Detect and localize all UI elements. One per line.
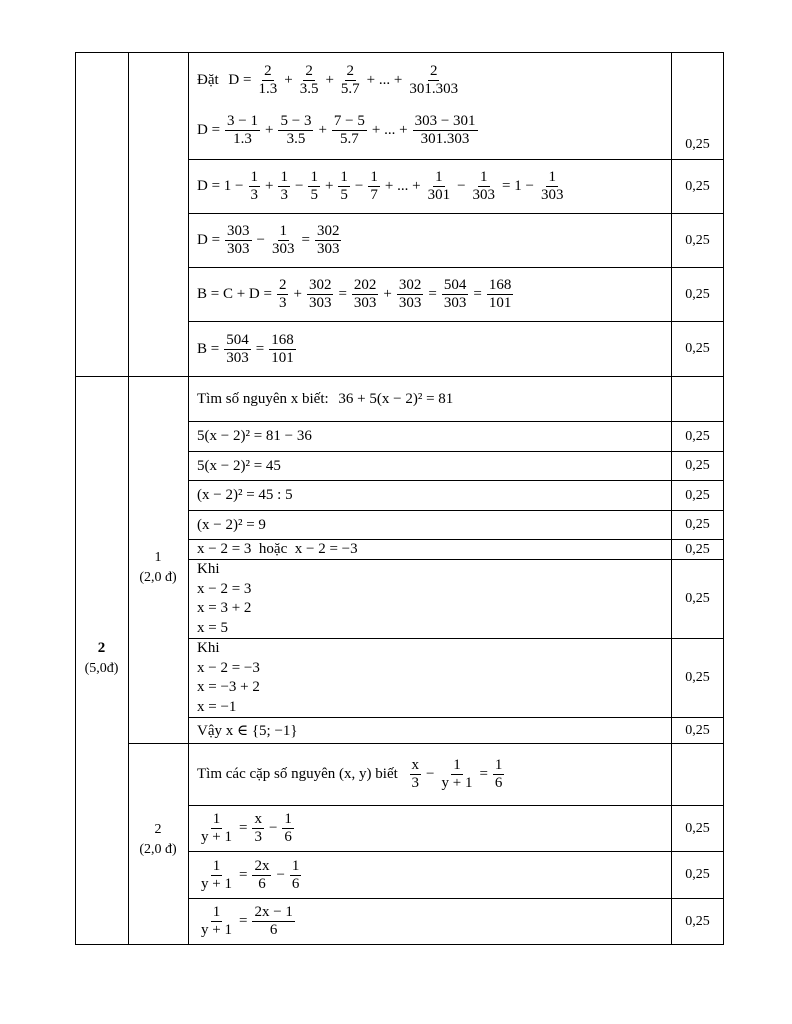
part1-case-2: Khi x − 2 = −3 x = −3 + 2 x = −1 [197,640,260,715]
part-number: 2 [154,822,162,837]
score-cell: 0,25 [685,178,710,194]
row-line [188,510,724,511]
row-line [188,559,724,560]
table-border-bottom [75,944,724,945]
part2-step: $\frac{1}{y + 1}$ = $\frac{2x - 1}{6}$ [201,904,293,938]
table-border-left [75,52,76,945]
fraction: $\frac{1}{y + 1}$ [441,757,473,791]
fraction: $\frac{2x}{6}$ [254,857,270,892]
score-cell: 0,25 [685,137,710,152]
fraction: $\frac{3 - 1}{1.3}$ [227,112,259,147]
fraction: $\frac{1}{303}$ [272,223,295,257]
fraction: $\frac{1}{5}$ [340,169,348,203]
row-b-sum: B = C + D = $\frac{2}{3}$ + $\frac{302}{303}$ = $\frac{202}{303}$ + $\frac{302}{303}$ = $\frac{504}{303}$ = $\frac{168}{101}$ [197,277,512,311]
fraction: $\frac{168}{101}$ [271,331,294,366]
question-points: (5,0đ) [84,661,119,676]
row-d-telescoping: D = 1 − $\frac{1}{3}$ + $\frac{1}{3}$ − $\frac{1}{5}$ + $\frac{1}{5}$ − $\frac{1}{7}$ + ... + $\frac{1}{301}$ − $\frac{1}{303}$ = 1 − $\frac{1}{303}$ [197,169,564,203]
question-label [75,638,128,679]
score-cell: 0,25 [685,591,710,606]
fraction: $\frac{x}{3}$ [254,811,262,845]
fraction: $\frac{2x - 1}{6}$ [254,904,293,938]
row-d-rewrite: D = $\frac{3 - 1}{1.3}$ + $\frac{5 - 3}{3.5}$ + $\frac{7 - 5}{5.7}$ + ... + $\frac{303 - 301}{301.303}$ [197,112,476,147]
fraction: $\frac{1}{6}$ [291,857,300,892]
part1-conclusion: Vậy x ∈ {5; −1} [197,723,298,739]
fraction: $\frac{1}{301}$ [427,169,451,203]
score-cell: 0,25 [685,286,710,302]
part-2-label [128,820,188,860]
part1-step: 5(x − 2)² = 81 − 36 [197,428,312,444]
fraction: $\frac{302}{303}$ [398,277,422,311]
lead: D = [228,71,252,88]
fraction: $\frac{504}{303}$ [443,277,467,311]
score-cell: 0,25 [685,820,710,836]
score-cell: 0,25 [685,232,710,248]
fraction: $\frac{168}{101}$ [488,277,512,311]
part1-case-1: Khi x − 2 = 3 x = 3 + 2 x = 5 [197,561,252,636]
row-d-definition: Đặt D = $\frac{2}{1.3}$ + $\frac{2}{3.5}$ + $\frac{2}{5.7}$ + ... + $\frac{2}{301.303}$ [197,62,459,97]
part2-step: $\frac{1}{y + 1}$ = $\frac{2x}{6}$ − $\frac{1}{6}$ [201,857,300,892]
part-1-label [128,548,188,588]
part-points: (2,0 đ) [139,570,177,585]
fraction: $\frac{1}{y + 1}$ [201,857,232,892]
fraction: $\frac{1}{303}$ [540,169,564,203]
fraction: $\frac{504}{303}$ [226,331,249,366]
part1-step: (x − 2)² = 9 [197,516,266,533]
part1-step: x − 2 = 3 hoặc x − 2 = −3 [197,541,358,557]
prefix-text: Đặt [197,71,219,88]
fraction: $\frac{7 - 5}{5.7}$ [333,112,365,147]
fraction: $\frac{2}{5.7}$ [340,62,360,97]
score-cell: 0,25 [685,487,710,503]
score-cell: 0,25 [685,867,710,882]
task-text: Tìm số nguyên x biết: [197,390,329,407]
fraction: $\frac{1}{6}$ [284,811,292,845]
fraction: $\frac{1}{5}$ [310,169,318,203]
column-divider-2 [188,52,189,945]
row-line [188,638,724,639]
score-cell: 0,25 [685,913,710,929]
table-border-top [75,52,724,53]
part-number: 1 [154,550,162,565]
table-border-right [723,52,724,945]
fraction: $\frac{303}{303}$ [227,223,250,257]
fraction: $\frac{2}{3.5}$ [299,62,319,97]
part1-step: (x − 2)² = 45 : 5 [197,487,293,503]
fraction: $\frac{1}{3}$ [250,169,259,203]
fraction: $\frac{1}{7}$ [370,169,378,203]
part-points: (2,0 đ) [139,842,177,857]
fraction: $\frac{1}{303}$ [472,169,496,203]
question-number: 2 [97,640,106,656]
score-cell: 0,25 [685,670,710,685]
task-text: Tìm các cặp số nguyên (x, y) biết [197,766,398,782]
fraction: $\frac{x}{3}$ [411,757,420,791]
score-cell: 0,25 [685,428,710,444]
part2-task: Tìm các cặp số nguyên (x, y) biết $\frac{x}{3}$ − $\frac{1}{y + 1}$ = $\frac{1}{6}$ [197,757,503,791]
fraction: $\frac{1}{6}$ [494,757,503,791]
part2-step: $\frac{1}{y + 1}$ = $\frac{x}{3}$ − $\frac{1}{6}$ [201,811,292,845]
row-d-simplified: D = $\frac{303}{303}$ − $\frac{1}{303}$ = $\frac{302}{303}$ [197,223,340,257]
fraction: $\frac{1}{y + 1}$ [201,904,232,938]
fraction: $\frac{2}{3}$ [278,277,287,311]
column-divider-1 [128,52,129,945]
fraction: $\frac{302}{303}$ [308,277,332,311]
score-cell: 0,25 [685,722,710,738]
part1-task [197,377,453,421]
score-cell: 0,25 [685,341,710,356]
fraction: $\frac{302}{303}$ [316,223,340,257]
row-b-result: B = $\frac{504}{303}$ = $\frac{168}{101}$ [197,331,294,366]
fraction: $\frac{1}{y + 1}$ [201,811,232,845]
score-cell: 0,25 [685,458,710,473]
fraction: $\frac{2}{1.3}$ [258,62,278,97]
score-cell: 0,25 [685,541,710,557]
fraction: $\frac{202}{303}$ [353,277,377,311]
score-cell: 0,25 [685,517,710,532]
fraction: $\frac{1}{3}$ [280,169,288,203]
fraction: $\frac{2}{301.303}$ [409,62,459,97]
fraction: $\frac{5 - 3}{3.5}$ [280,112,312,147]
task-expression: 36 + 5(x − 2)² = 81 [338,390,454,407]
part1-step: 5(x − 2)² = 45 [197,457,281,474]
fraction: $\frac{303 - 301}{301.303}$ [414,112,476,147]
